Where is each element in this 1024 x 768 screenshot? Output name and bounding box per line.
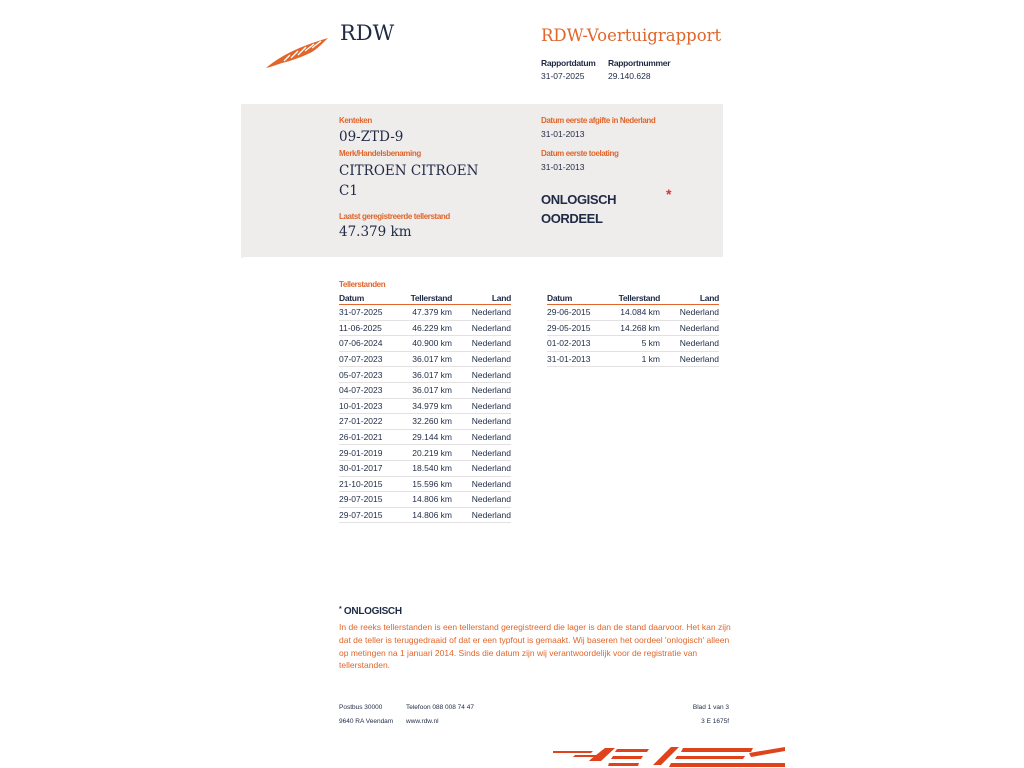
cell-date: 05-07-2023 bbox=[339, 367, 405, 383]
report-date-label: Rapportdatum bbox=[541, 58, 596, 68]
footnote-title-text: ONLOGISCH bbox=[343, 606, 402, 617]
cell-reading: 40.900 km bbox=[405, 336, 452, 352]
table-row bbox=[339, 445, 511, 461]
footer-postcode: 9640 RA Veendam bbox=[339, 718, 394, 725]
cell-country: Nederland bbox=[452, 305, 511, 321]
cell-reading: 15.596 km bbox=[405, 476, 452, 492]
column-header-reading: Tellerstand bbox=[405, 292, 452, 305]
table-row bbox=[547, 351, 719, 367]
cell-reading: 29.144 km bbox=[405, 429, 452, 445]
cell-reading: 36.017 km bbox=[405, 351, 452, 367]
column-header-date: Datum bbox=[547, 292, 613, 305]
verdict-line1: ONLOGISCH bbox=[541, 192, 617, 207]
report-date-value: 31-07-2025 bbox=[541, 71, 585, 81]
cell-reading: 14.806 km bbox=[405, 507, 452, 523]
cell-country: Nederland bbox=[452, 382, 511, 398]
table-row bbox=[339, 429, 511, 445]
footnote-title bbox=[339, 606, 402, 617]
cell-reading: 14.084 km bbox=[613, 305, 660, 321]
cell-reading: 36.017 km bbox=[405, 382, 452, 398]
cell-date: 21-10-2015 bbox=[339, 476, 405, 492]
make-label: Merk/Handelsbenaming bbox=[339, 149, 421, 158]
rdw-feather-logo bbox=[264, 34, 330, 70]
column-header-date: Datum bbox=[339, 292, 405, 305]
table-row bbox=[339, 398, 511, 414]
cell-reading: 5 km bbox=[613, 336, 660, 352]
cell-date: 11-06-2025 bbox=[339, 320, 405, 336]
cell-date: 04-07-2023 bbox=[339, 382, 405, 398]
make-value-line2: C1 bbox=[339, 183, 358, 199]
odometer-table-right-body bbox=[547, 305, 719, 367]
cell-date: 29-07-2015 bbox=[339, 507, 405, 523]
cell-country: Nederland bbox=[452, 460, 511, 476]
table-row bbox=[339, 382, 511, 398]
cell-date: 31-01-2013 bbox=[547, 351, 613, 367]
column-header-country: Land bbox=[660, 292, 719, 305]
report-number-value: 29.140.628 bbox=[608, 71, 651, 81]
cell-date: 01-02-2013 bbox=[547, 336, 613, 352]
table-row bbox=[339, 492, 511, 508]
cell-country: Nederland bbox=[660, 336, 719, 352]
report-number-label: Rapportnummer bbox=[608, 58, 671, 68]
first-issue-nl-value: 31-01-2013 bbox=[541, 129, 585, 139]
table-row bbox=[547, 305, 719, 321]
cell-date: 29-01-2019 bbox=[339, 445, 405, 461]
odometer-table-left-body bbox=[339, 305, 511, 523]
first-issue-nl-label: Datum eerste afgifte in Nederland bbox=[541, 116, 656, 125]
footer-code: 3 E 1675f bbox=[701, 718, 729, 725]
table-row bbox=[339, 476, 511, 492]
footnote-text: In de reeks tellerstanden is een tellerstand geregistreerd die lager is dan de stand daarvoor. Het kan zijn dat de teller is teruggedraaid of dat er een typfout is gemaakt. Wij baseren het oordeel 'onlogisch' alleen op metingen na 1 januari 2014. Sinds die datum zijn wij verantwoordelijk voor de registratie van tellerstanden. bbox=[339, 622, 731, 671]
cell-reading: 14.806 km bbox=[405, 492, 452, 508]
footnote-marker: * bbox=[339, 606, 342, 613]
table-row bbox=[339, 320, 511, 336]
cell-country: Nederland bbox=[452, 320, 511, 336]
plate-label: Kenteken bbox=[339, 116, 372, 125]
cell-date: 27-01-2022 bbox=[339, 414, 405, 430]
make-value-line1: CITROEN CITROEN bbox=[339, 163, 479, 179]
cell-country: Nederland bbox=[452, 351, 511, 367]
cell-country: Nederland bbox=[452, 336, 511, 352]
footer-website: www.rdw.nl bbox=[406, 718, 439, 725]
report-title: RDW-Voertuigrapport bbox=[541, 26, 722, 45]
cell-reading: 20.219 km bbox=[405, 445, 452, 461]
verdict bbox=[541, 190, 616, 228]
table-row bbox=[339, 507, 511, 523]
footer-page-number: Blad 1 van 3 bbox=[692, 704, 729, 711]
odometer-label: Laatst geregistreerde tellerstand bbox=[339, 212, 450, 221]
cell-country: Nederland bbox=[660, 351, 719, 367]
odometer-table-left bbox=[339, 292, 511, 523]
cell-country: Nederland bbox=[452, 367, 511, 383]
odometer-table-right bbox=[547, 292, 719, 367]
plate-value: 09-ZTD-9 bbox=[339, 129, 404, 145]
decorative-stripes-graphic bbox=[553, 745, 785, 768]
cell-country: Nederland bbox=[452, 398, 511, 414]
footer-postbus: Postbus 30000 bbox=[339, 704, 383, 711]
table-row bbox=[339, 336, 511, 352]
cell-date: 29-07-2015 bbox=[339, 492, 405, 508]
cell-country: Nederland bbox=[660, 320, 719, 336]
verdict-marker: * bbox=[666, 186, 672, 202]
column-header-country: Land bbox=[452, 292, 511, 305]
cell-reading: 1 km bbox=[613, 351, 660, 367]
cell-reading: 32.260 km bbox=[405, 414, 452, 430]
cell-country: Nederland bbox=[452, 476, 511, 492]
verdict-line2: OORDEEL bbox=[541, 211, 603, 226]
first-admission-label: Datum eerste toelating bbox=[541, 149, 619, 158]
cell-date: 29-05-2015 bbox=[547, 320, 613, 336]
brand-name: RDW bbox=[340, 21, 395, 45]
table-row bbox=[339, 367, 511, 383]
panel-notch bbox=[241, 247, 301, 258]
odometer-table-title: Tellerstanden bbox=[339, 280, 386, 289]
cell-reading: 34.979 km bbox=[405, 398, 452, 414]
table-row bbox=[339, 460, 511, 476]
table-row bbox=[547, 336, 719, 352]
cell-reading: 18.540 km bbox=[405, 460, 452, 476]
table-row bbox=[339, 351, 511, 367]
cell-country: Nederland bbox=[452, 414, 511, 430]
cell-country: Nederland bbox=[660, 305, 719, 321]
cell-reading: 46.229 km bbox=[405, 320, 452, 336]
footer-phone: Telefoon 088 008 74 47 bbox=[406, 704, 474, 711]
cell-country: Nederland bbox=[452, 507, 511, 523]
column-header-reading: Tellerstand bbox=[613, 292, 660, 305]
table-row bbox=[339, 305, 511, 321]
vehicle-summary-panel bbox=[241, 104, 723, 257]
first-admission-value: 31-01-2013 bbox=[541, 162, 585, 172]
cell-reading: 14.268 km bbox=[613, 320, 660, 336]
cell-reading: 36.017 km bbox=[405, 367, 452, 383]
cell-country: Nederland bbox=[452, 492, 511, 508]
cell-country: Nederland bbox=[452, 445, 511, 461]
cell-date: 07-06-2024 bbox=[339, 336, 405, 352]
cell-country: Nederland bbox=[452, 429, 511, 445]
table-header-row bbox=[547, 292, 719, 305]
table-row bbox=[547, 320, 719, 336]
cell-date: 29-06-2015 bbox=[547, 305, 613, 321]
cell-date: 30-01-2017 bbox=[339, 460, 405, 476]
cell-date: 07-07-2023 bbox=[339, 351, 405, 367]
cell-date: 26-01-2021 bbox=[339, 429, 405, 445]
cell-reading: 47.379 km bbox=[405, 305, 452, 321]
table-header-row bbox=[339, 292, 511, 305]
cell-date: 31-07-2025 bbox=[339, 305, 405, 321]
odometer-value: 47.379 km bbox=[339, 224, 412, 240]
table-row bbox=[339, 414, 511, 430]
cell-date: 10-01-2023 bbox=[339, 398, 405, 414]
